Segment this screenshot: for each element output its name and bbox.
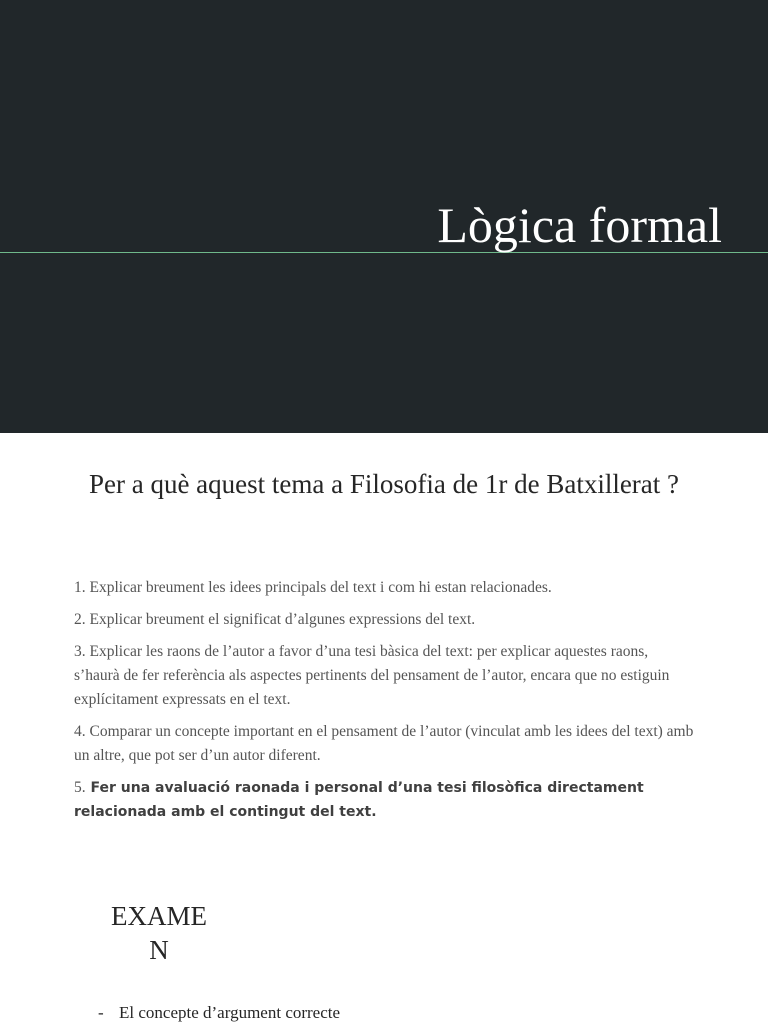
list-item-number: 5. (74, 779, 86, 796)
slide-heading: Per a què aquest tema a Filosofia de 1r de Batxillerat ? (88, 469, 680, 499)
list-item: 3. Explicar les raons de l’autor a favor d’una tesi bàsica del text: per explicar aquestes raons, s’haurà de fer referència als aspectes pertinents del pensament de l’autor, encara que no estiguin explícitament expressats en el text. (74, 643, 670, 708)
exam-task-list (74, 576, 694, 832)
list-item-text: Fer una avaluació raonada i personal d’una tesi filosòfica directament relacionada amb el contingut del text. (74, 780, 644, 820)
list-item: 1. Explicar breument les idees principals del text i com hi estan relacionades. (74, 579, 552, 596)
bullet-item (98, 1001, 340, 1025)
title-slide (0, 0, 768, 433)
list-item: 2. Explicar breument el significat d’algunes expressions del text. (74, 611, 476, 628)
exam-label: EXAMEN (111, 901, 207, 965)
bullet-text: El concepte d’argument correcte (119, 1003, 341, 1022)
bullet-marker: - (98, 1003, 104, 1022)
content-slide (0, 433, 768, 1024)
list-item-highlighted (74, 776, 694, 824)
slide-title: Lògica formal (437, 197, 722, 253)
list-item: 4. Comparar un concepte important en el pensament de l’autor (vinculat amb les idees del text) amb un altre, que pot ser d’un autor diferent. (74, 723, 694, 764)
